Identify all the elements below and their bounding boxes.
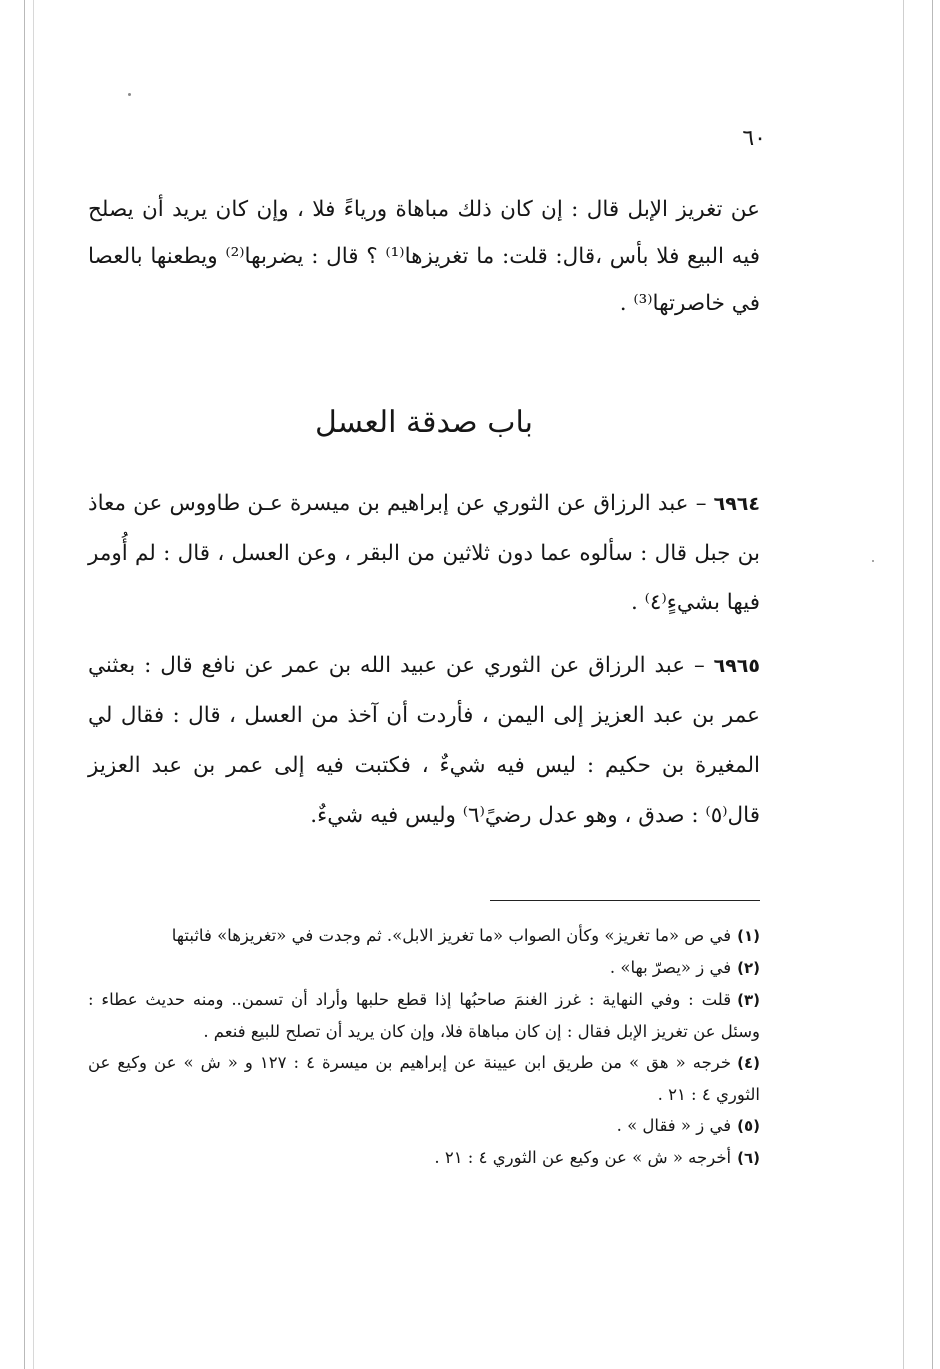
footnote <box>88 952 760 984</box>
scan-margin-line <box>932 0 933 1369</box>
footnote-text: قلت : وفي النهاية : غرز الغنمَ صاحبُها إذا قطع حلبها وأراد أن تسمن.. ومنه حديث عطاء : وسئل عن تغريز الإبل فقال : إن كان مباهاة فلا، وإن كان يريد أن تصلح للبيع فنعم . <box>88 990 760 1041</box>
chapter-heading: باب صدقة العسل <box>315 405 533 440</box>
hadith-dash: – <box>693 653 705 678</box>
scan-speck <box>128 93 131 96</box>
hadith-text: عبد الرزاق عن الثوري عن إبراهيم بن ميسرة عـن طاووس عن معاذ بن جبل قال : سألوه عما دون ثلاثين من البقر ، وعن العسل ، قال : لم أُومر فيها بشيءٍ⁽٤⁾ . <box>88 491 760 615</box>
footnote-label: (٦) <box>737 1149 760 1167</box>
footnote-separator <box>490 900 760 901</box>
footnote <box>88 1142 760 1174</box>
page-number: ٦٠ <box>742 126 766 151</box>
hadith-entry <box>88 641 760 841</box>
hadith-entry <box>88 479 760 627</box>
scan-margin-line <box>903 0 904 1369</box>
footnote-label: (٣) <box>737 991 760 1009</box>
hadith-dash: – <box>695 491 707 516</box>
footnote-label: (١) <box>737 927 760 945</box>
footnotes <box>88 920 760 1174</box>
footnote-text: في ز « فقال » . <box>616 1116 732 1135</box>
intro-paragraph: عن تغريز الإبل قال : إن كان ذلك مباهاة ورياءً فلا ، وإن كان يريد أن يصلح فيه البيع فلا بأس ،قال: قلت: ما تغريزها⁽¹⁾ ؟ قال : يضربها⁽²⁾ ويطعنها بالعصا في خاصرتها⁽³⁾ . <box>88 197 760 316</box>
footnote-label: (٥) <box>737 1117 760 1135</box>
scan-speck <box>872 560 874 562</box>
hadith-number: ٦٩٦٤ <box>713 493 760 515</box>
footnote-text: خرجه « هق » من طريق ابن عيينة عن إبراهيم بن ميسرة ٤ : ١٢٧ و « ش » عن وكيع عن الثوري ٤ : ٢١ . <box>88 1053 760 1104</box>
footnote-text: في ص «ما تغريز» وكأن الصواب «ما تغريز الابل». ثم وجدت في «تغريزها» فاثبتها <box>171 926 732 945</box>
scan-margin-line <box>33 0 34 1369</box>
footnote <box>88 1110 760 1142</box>
footnote <box>88 984 760 1047</box>
footnote <box>88 1047 760 1110</box>
hadith-number: ٦٩٦٥ <box>713 655 760 677</box>
footnote-label: (٤) <box>737 1054 760 1072</box>
footnote-label: (٢) <box>737 959 760 977</box>
footnote-text: أخرجه « ش » عن وكيع عن الثوري ٤ : ٢١ . <box>434 1148 732 1167</box>
footnote-text: في ز «يصرّ بها» . <box>609 958 732 977</box>
hadith-text: عبد الرزاق عن الثوري عن عبيد الله بن عمر عن نافع قال : بعثني عمر بن عبد العزيز إلى اليمن ، فأردت أن آخذ من العسل ، قال : فقال لي المغيرة بن حكيم : ليس فيه شيءٌ ، فكتبت فيه إلى عمر بن عبد العزيز قال⁽٥⁾ : صدق ، وهو عدل رضيً⁽٦⁾ وليس فيه شيءٌ. <box>88 653 760 828</box>
footnote <box>88 920 760 952</box>
scan-margin-line <box>24 0 25 1369</box>
